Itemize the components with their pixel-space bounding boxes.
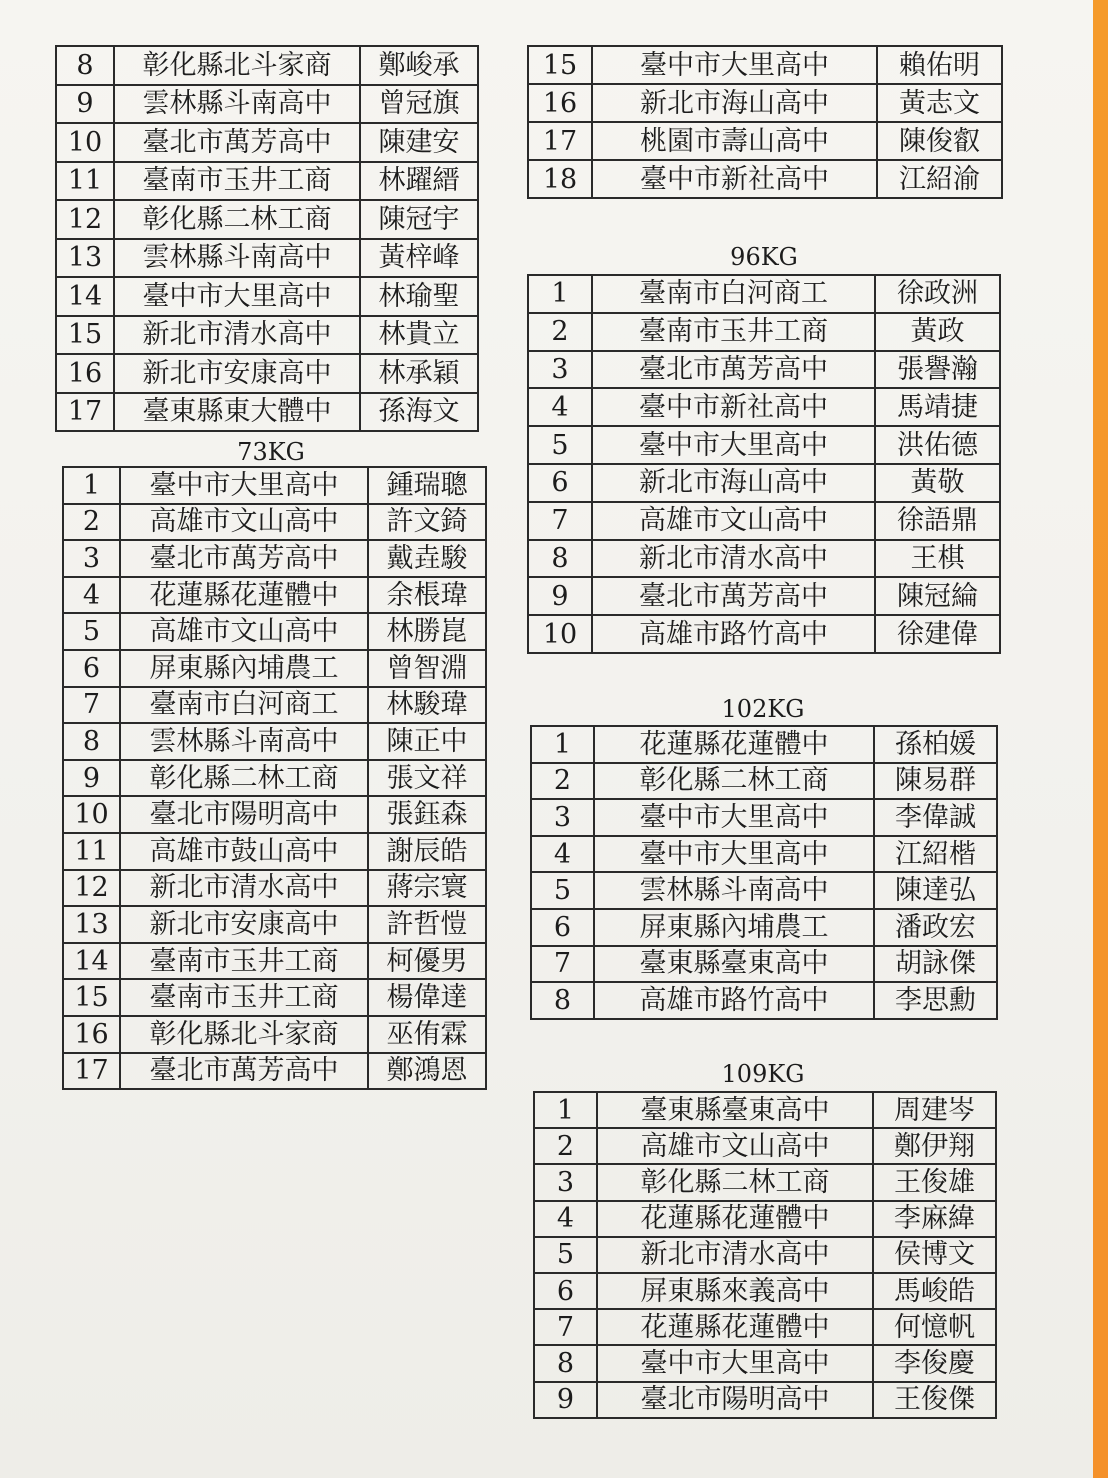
table-row: [534, 1201, 996, 1237]
school-name: 新北市海山高中: [592, 464, 875, 502]
entry-number: 17: [56, 393, 114, 432]
table-row: [531, 799, 997, 836]
school-name: 臺中市大里高中: [592, 46, 877, 84]
school-name: 雲林縣斗南高中: [114, 85, 360, 124]
entry-number: 1: [534, 1092, 597, 1128]
athlete-name: 孫柏媛: [874, 726, 997, 763]
school-name: 臺中市新社高中: [592, 388, 875, 426]
roster-table-96kg: [527, 274, 1001, 654]
school-name: 臺中市大里高中: [594, 836, 874, 873]
table-row: [528, 313, 1000, 351]
school-name: 臺北市萬芳高中: [592, 577, 875, 615]
table-row: [534, 1164, 996, 1200]
table-row: [528, 46, 1002, 84]
school-name: 彰化縣二林工商: [120, 760, 368, 797]
table-row: [528, 615, 1000, 653]
entry-number: 17: [63, 1053, 120, 1090]
athlete-name: 林駿瑋: [368, 687, 486, 724]
table-row: [56, 277, 478, 316]
athlete-name: 鄭鴻恩: [368, 1053, 486, 1090]
table-row: [63, 796, 486, 833]
athlete-name: 李思勳: [874, 982, 997, 1019]
athlete-name: 江紹楷: [874, 836, 997, 873]
school-name: 臺東縣臺東高中: [597, 1092, 873, 1128]
table-row: [56, 162, 478, 201]
table-row: [531, 982, 997, 1019]
table-row: [534, 1128, 996, 1164]
entry-number: 3: [534, 1164, 597, 1200]
school-name: 臺中市大里高中: [120, 467, 368, 504]
table-row: [531, 836, 997, 873]
table-row: [528, 577, 1000, 615]
entry-number: 5: [531, 872, 594, 909]
table-row: [63, 613, 486, 650]
school-name: 臺中市大里高中: [594, 799, 874, 836]
table-row: [528, 426, 1000, 464]
school-name: 花蓮縣花蓮體中: [597, 1201, 873, 1237]
weight-class-title-109kg: 109KG: [721, 1060, 805, 1088]
school-name: 花蓮縣花蓮體中: [597, 1309, 873, 1345]
school-name: 雲林縣斗南高中: [120, 723, 368, 760]
table-row: [528, 122, 1002, 160]
school-name: 臺中市新社高中: [592, 160, 877, 198]
athlete-name: 曾智淵: [368, 650, 486, 687]
weight-class-title-96kg: 96KG: [730, 243, 798, 271]
table-row: [63, 1016, 486, 1053]
entry-number: 9: [56, 85, 114, 124]
table-row: [531, 763, 997, 800]
table-row: [63, 833, 486, 870]
athlete-name: 徐政洲: [875, 275, 1000, 313]
school-name: 臺北市陽明高中: [597, 1382, 873, 1418]
athlete-name: 陳易群: [874, 763, 997, 800]
athlete-name: 馬靖捷: [875, 388, 1000, 426]
school-name: 臺北市萬芳高中: [592, 351, 875, 389]
athlete-name: 林勝崑: [368, 613, 486, 650]
entry-number: 8: [56, 46, 114, 85]
school-name: 新北市海山高中: [592, 84, 877, 122]
table-row: [63, 577, 486, 614]
athlete-name: 許哲愷: [368, 906, 486, 943]
roster-table-continued-right: [527, 45, 1003, 199]
entry-number: 17: [528, 122, 592, 160]
school-name: 屏東縣來義高中: [597, 1273, 873, 1309]
table-row: [63, 650, 486, 687]
athlete-name: 黃志文: [877, 84, 1002, 122]
athlete-name: 李俊慶: [873, 1345, 996, 1381]
school-name: 臺中市大里高中: [592, 426, 875, 464]
entry-number: 1: [528, 275, 592, 313]
school-name: 高雄市文山高中: [120, 613, 368, 650]
entry-number: 8: [528, 540, 592, 578]
entry-number: 15: [56, 316, 114, 355]
school-name: 新北市清水高中: [592, 540, 875, 578]
athlete-name: 賴佑明: [877, 46, 1002, 84]
entry-number: 4: [531, 836, 594, 873]
table-row: [56, 316, 478, 355]
entry-number: 10: [63, 796, 120, 833]
table-row: [528, 502, 1000, 540]
school-name: 新北市清水高中: [114, 316, 360, 355]
entry-number: 9: [63, 760, 120, 797]
athlete-name: 林瑜聖: [360, 277, 478, 316]
table-row: [534, 1309, 996, 1345]
table-row: [56, 85, 478, 124]
table-row: [63, 504, 486, 541]
athlete-name: 余棖瑋: [368, 577, 486, 614]
athlete-name: 林承穎: [360, 354, 478, 393]
athlete-name: 馬峻皓: [873, 1273, 996, 1309]
school-name: 彰化縣二林工商: [114, 200, 360, 239]
table-row: [534, 1092, 996, 1128]
athlete-name: 張譽瀚: [875, 351, 1000, 389]
school-name: 高雄市路竹高中: [594, 982, 874, 1019]
table-row: [534, 1382, 996, 1418]
entry-number: 2: [63, 504, 120, 541]
entry-number: 2: [528, 313, 592, 351]
entry-number: 5: [63, 613, 120, 650]
school-name: 花蓮縣花蓮體中: [594, 726, 874, 763]
school-name: 高雄市文山高中: [592, 502, 875, 540]
entry-number: 5: [534, 1237, 597, 1273]
entry-number: 8: [63, 723, 120, 760]
entry-number: 4: [63, 577, 120, 614]
school-name: 臺東縣東大體中: [114, 393, 360, 432]
entry-number: 10: [56, 123, 114, 162]
school-name: 彰化縣北斗家商: [114, 46, 360, 85]
entry-number: 9: [534, 1382, 597, 1418]
table-row: [56, 200, 478, 239]
athlete-name: 林躍縉: [360, 162, 478, 201]
athlete-name: 孫海文: [360, 393, 478, 432]
athlete-name: 潘政宏: [874, 909, 997, 946]
athlete-name: 黃敬: [875, 464, 1000, 502]
athlete-name: 戴垚駿: [368, 540, 486, 577]
school-name: 彰化縣北斗家商: [120, 1016, 368, 1053]
entry-number: 3: [63, 540, 120, 577]
school-name: 臺南市白河商工: [120, 687, 368, 724]
school-name: 臺東縣臺東高中: [594, 946, 874, 983]
athlete-name: 鄭峻承: [360, 46, 478, 85]
table-row: [531, 946, 997, 983]
athlete-name: 陳正中: [368, 723, 486, 760]
entry-number: 10: [528, 615, 592, 653]
school-name: 新北市安康高中: [114, 354, 360, 393]
table-row: [63, 1053, 486, 1090]
athlete-name: 陳冠宇: [360, 200, 478, 239]
entry-number: 14: [56, 277, 114, 316]
entry-number: 12: [63, 870, 120, 907]
table-row: [63, 943, 486, 980]
school-name: 高雄市文山高中: [120, 504, 368, 541]
school-name: 雲林縣斗南高中: [114, 239, 360, 278]
school-name: 彰化縣二林工商: [597, 1164, 873, 1200]
school-name: 高雄市文山高中: [597, 1128, 873, 1164]
entry-number: 16: [63, 1016, 120, 1053]
table-row: [56, 123, 478, 162]
athlete-name: 鍾瑞聰: [368, 467, 486, 504]
entry-number: 7: [534, 1309, 597, 1345]
school-name: 新北市清水高中: [120, 870, 368, 907]
athlete-name: 曾冠旗: [360, 85, 478, 124]
table-row: [63, 540, 486, 577]
table-row: [531, 726, 997, 763]
athlete-name: 王棋: [875, 540, 1000, 578]
school-name: 屏東縣內埔農工: [120, 650, 368, 687]
entry-number: 6: [531, 909, 594, 946]
school-name: 高雄市鼓山高中: [120, 833, 368, 870]
entry-number: 4: [528, 388, 592, 426]
athlete-name: 徐語鼎: [875, 502, 1000, 540]
table-row: [63, 687, 486, 724]
school-name: 臺南市玉井工商: [592, 313, 875, 351]
school-name: 雲林縣斗南高中: [594, 872, 874, 909]
entry-number: 18: [528, 160, 592, 198]
orange-background-edge: [1093, 0, 1108, 1478]
table-row: [63, 906, 486, 943]
table-row: [528, 351, 1000, 389]
school-name: 臺南市玉井工商: [120, 943, 368, 980]
athlete-name: 黃政: [875, 313, 1000, 351]
athlete-name: 李偉誠: [874, 799, 997, 836]
table-row: [63, 979, 486, 1016]
roster-table-109kg: [533, 1091, 997, 1419]
school-name: 臺中市大里高中: [114, 277, 360, 316]
athlete-name: 柯優男: [368, 943, 486, 980]
table-row: [56, 354, 478, 393]
table-row: [63, 467, 486, 504]
athlete-name: 徐建偉: [875, 615, 1000, 653]
school-name: 屏東縣內埔農工: [594, 909, 874, 946]
table-row: [534, 1345, 996, 1381]
table-row: [56, 393, 478, 432]
athlete-name: 張文祥: [368, 760, 486, 797]
athlete-name: 李麻緯: [873, 1201, 996, 1237]
entry-number: 9: [528, 577, 592, 615]
athlete-name: 巫侑霖: [368, 1016, 486, 1053]
roster-table-continued-left: [55, 45, 479, 432]
entry-number: 3: [528, 351, 592, 389]
athlete-name: 鄭伊翔: [873, 1128, 996, 1164]
table-row: [528, 160, 1002, 198]
athlete-name: 胡詠傑: [874, 946, 997, 983]
school-name: 臺南市玉井工商: [114, 162, 360, 201]
table-row: [528, 464, 1000, 502]
entry-number: 6: [534, 1273, 597, 1309]
school-name: 高雄市路竹高中: [592, 615, 875, 653]
athlete-name: 林貴立: [360, 316, 478, 355]
entry-number: 11: [56, 162, 114, 201]
athlete-name: 蔣宗寰: [368, 870, 486, 907]
athlete-name: 周建岑: [873, 1092, 996, 1128]
athlete-name: 侯博文: [873, 1237, 996, 1273]
entry-number: 7: [528, 502, 592, 540]
entry-number: 1: [531, 726, 594, 763]
table-row: [56, 239, 478, 278]
athlete-name: 洪佑德: [875, 426, 1000, 464]
table-row: [63, 723, 486, 760]
entry-number: 16: [56, 354, 114, 393]
school-name: 臺北市萬芳高中: [120, 540, 368, 577]
entry-number: 2: [531, 763, 594, 800]
entry-number: 15: [63, 979, 120, 1016]
table-row: [534, 1237, 996, 1273]
school-name: 臺南市白河商工: [592, 275, 875, 313]
table-row: [63, 870, 486, 907]
entry-number: 13: [63, 906, 120, 943]
table-row: [534, 1273, 996, 1309]
school-name: 桃園市壽山高中: [592, 122, 877, 160]
roster-table-73kg: [62, 466, 487, 1090]
entry-number: 13: [56, 239, 114, 278]
table-row: [528, 84, 1002, 122]
athlete-name: 江紹渝: [877, 160, 1002, 198]
entry-number: 5: [528, 426, 592, 464]
entry-number: 12: [56, 200, 114, 239]
entry-number: 1: [63, 467, 120, 504]
school-name: 新北市安康高中: [120, 906, 368, 943]
athlete-name: 謝辰皓: [368, 833, 486, 870]
weight-class-title-102kg: 102KG: [721, 695, 805, 723]
school-name: 臺北市萬芳高中: [114, 123, 360, 162]
athlete-name: 陳達弘: [874, 872, 997, 909]
school-name: 臺北市萬芳高中: [120, 1053, 368, 1090]
table-row: [528, 388, 1000, 426]
athlete-name: 楊偉達: [368, 979, 486, 1016]
school-name: 臺北市陽明高中: [120, 796, 368, 833]
entry-number: 15: [528, 46, 592, 84]
athlete-name: 何憶帆: [873, 1309, 996, 1345]
athlete-name: 陳建安: [360, 123, 478, 162]
entry-number: 4: [534, 1201, 597, 1237]
entry-number: 2: [534, 1128, 597, 1164]
table-row: [56, 46, 478, 85]
entry-number: 14: [63, 943, 120, 980]
entry-number: 3: [531, 799, 594, 836]
entry-number: 7: [63, 687, 120, 724]
school-name: 新北市清水高中: [597, 1237, 873, 1273]
table-row: [63, 760, 486, 797]
athlete-name: 許文錡: [368, 504, 486, 541]
table-row: [528, 275, 1000, 313]
table-row: [531, 872, 997, 909]
entry-number: 6: [63, 650, 120, 687]
table-row: [531, 909, 997, 946]
entry-number: 8: [534, 1345, 597, 1381]
athlete-name: 黃梓峰: [360, 239, 478, 278]
school-name: 臺中市大里高中: [597, 1345, 873, 1381]
athlete-name: 張鈺森: [368, 796, 486, 833]
school-name: 花蓮縣花蓮體中: [120, 577, 368, 614]
entry-number: 6: [528, 464, 592, 502]
weight-class-title-73kg: 73KG: [237, 438, 305, 466]
roster-table-102kg: [530, 725, 998, 1020]
athlete-name: 王俊雄: [873, 1164, 996, 1200]
entry-number: 7: [531, 946, 594, 983]
athlete-name: 王俊傑: [873, 1382, 996, 1418]
entry-number: 16: [528, 84, 592, 122]
athlete-name: 陳冠綸: [875, 577, 1000, 615]
table-row: [528, 540, 1000, 578]
entry-number: 8: [531, 982, 594, 1019]
school-name: 彰化縣二林工商: [594, 763, 874, 800]
entry-number: 11: [63, 833, 120, 870]
athlete-name: 陳俊叡: [877, 122, 1002, 160]
school-name: 臺南市玉井工商: [120, 979, 368, 1016]
